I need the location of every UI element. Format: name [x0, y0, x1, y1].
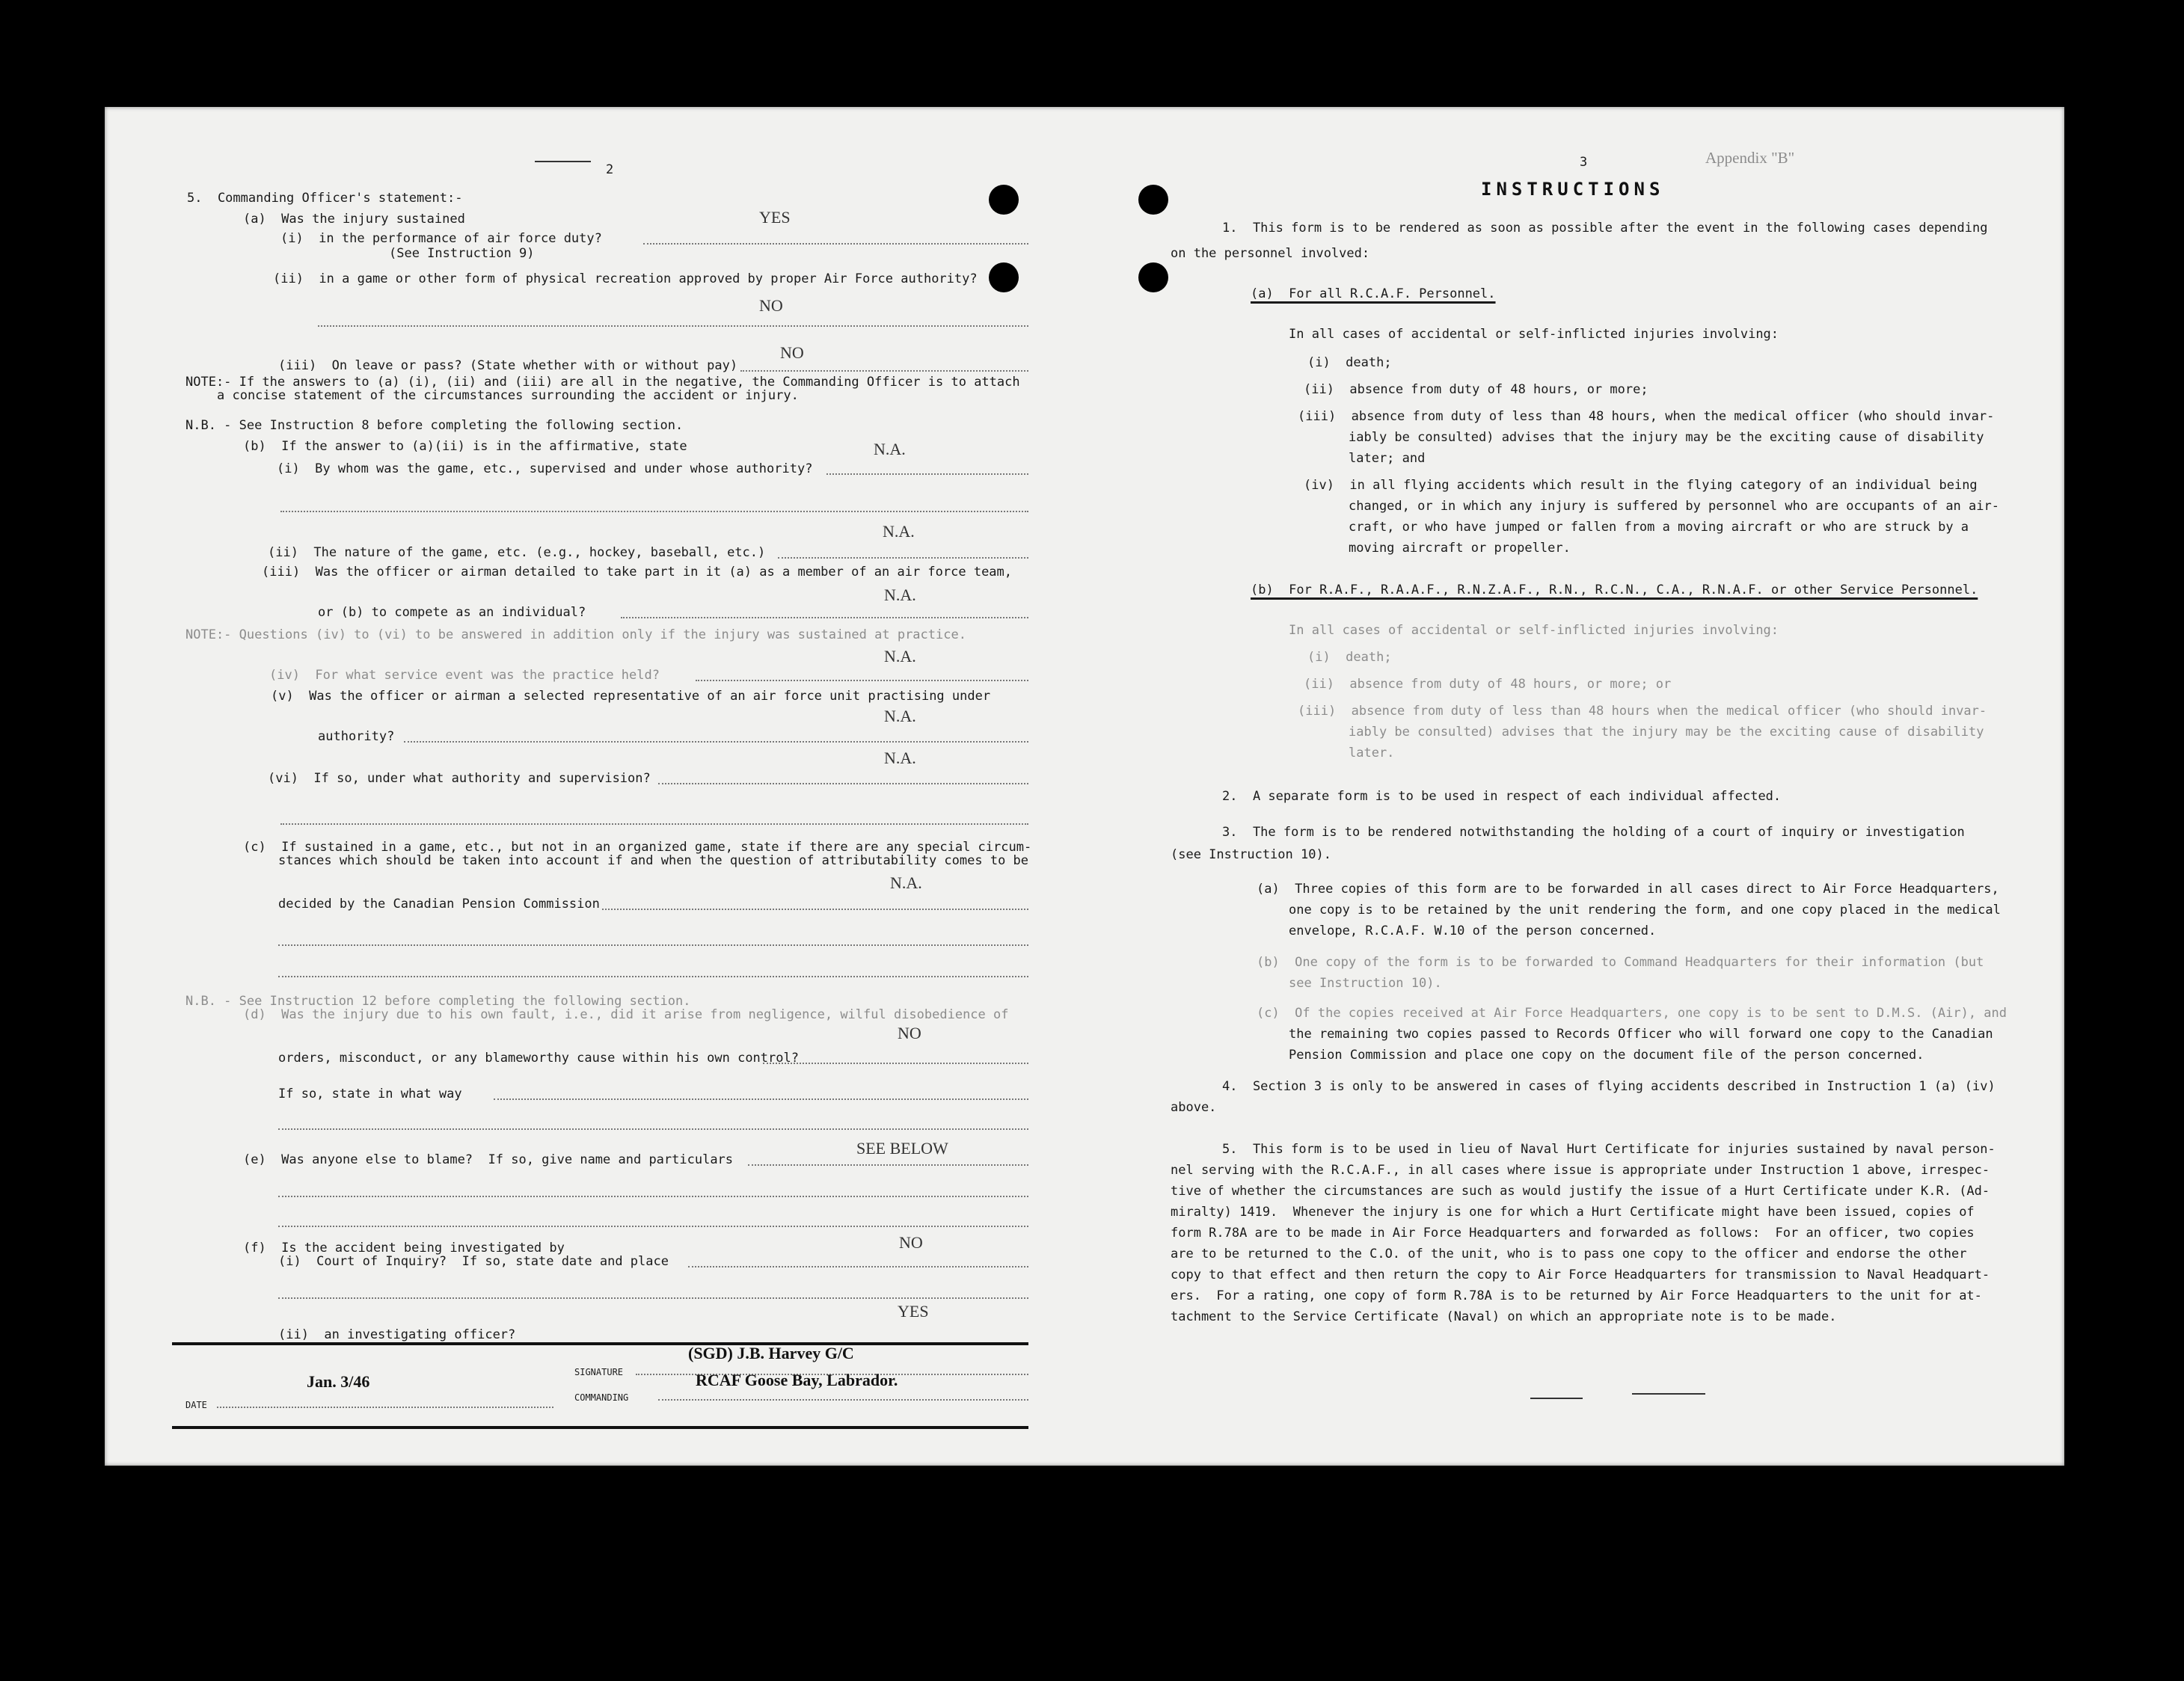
instruction-3a-line-3: envelope, R.C.A.F. W.10 of the person concerned. [1289, 924, 1657, 938]
top-mark [535, 161, 591, 162]
answer-e: SEE BELOW [856, 1139, 948, 1158]
answer-line [278, 976, 1028, 977]
document-sheet [105, 107, 2064, 1466]
answer-line [643, 243, 1028, 245]
appendix-label: Appendix "B" [1705, 149, 1795, 167]
instruction-1b-i: (i) death; [1307, 650, 1392, 665]
answer-line [278, 1297, 1028, 1299]
answer-f-1: NO [899, 1233, 923, 1252]
answer-b-2: N.A. [883, 522, 915, 541]
question-d-line-2: orders, misconduct, or any blameworthy cause within his own control? [278, 1051, 799, 1066]
answer-line [278, 944, 1028, 946]
instruction-1a-iv-1: (iv) in all flying accidents which result in the flying category of an individual being [1304, 478, 1978, 493]
answer-line [740, 370, 1028, 372]
signature-label: SIGNATURE [574, 1367, 624, 1377]
instruction-5-line-4: miralty) 1419. Whenever the injury is one for which a Hurt Certificate might have been issued, copies of [1171, 1205, 1975, 1220]
question-a-iii: (iii) On leave or pass? (State whether with or without pay) [278, 358, 738, 373]
instruction-5-line-7: copy to that effect and then return the copy to Air Force Headquarters for transmission to Naval Headquart- [1171, 1267, 1990, 1282]
note-1-line-1: NOTE:- If the answers to (a) (i), (ii) and (iii) are all in the negative, the Commanding Officer is to attach [185, 375, 1020, 390]
instruction-1a-iv-2: changed, or in which any injury is suffered by personnel who are occupants of an air- [1349, 499, 1999, 514]
instruction-1a-iv-4: moving aircraft or propeller. [1349, 541, 1571, 556]
question-a: (a) Was the injury sustained [243, 212, 465, 227]
question-b-v-cont: authority? [318, 729, 395, 744]
instruction-1a-iii-3: later; and [1349, 451, 1426, 466]
date-line [217, 1407, 553, 1408]
page-number-left: 2 [606, 162, 614, 177]
question-c-line-3: decided by the Canadian Pension Commission [278, 897, 600, 912]
answer-d: NO [898, 1024, 921, 1042]
section-5-heading: 5. Commanding Officer's statement:- [187, 191, 463, 206]
instruction-4-line-1: 4. Section 3 is only to be answered in cases of flying accidents described in Instruction 1 (a) (iv) [1222, 1079, 1996, 1094]
instruction-1a-intro: In all cases of accidental or self-inflicted injuries involving: [1289, 327, 1779, 342]
instruction-5-line-8: ers. For a rating, one copy of form R.78A is to be returned by Air Force Headquarters to the unit for at- [1171, 1288, 1982, 1303]
answer-line [748, 1164, 1028, 1166]
instruction-3a-line-1: (a) Three copies of this form are to be forwarded in all cases direct to Air Force Headquarters, [1257, 882, 1999, 897]
instruction-3-line-2: (see Instruction 10). [1171, 847, 1331, 862]
instruction-5-line-2: nel serving with the R.C.A.F., in all cases where issue is appropriate under Instruction 1 above, irrespec- [1171, 1163, 1990, 1178]
question-b: (b) If the answer to (a)(ii) is in the affirmative, state [243, 439, 687, 454]
punch-hole [989, 262, 1019, 292]
answer-b-3: N.A. [884, 586, 916, 604]
question-f-line-2: (i) Court of Inquiry? If so, state date and place [278, 1254, 669, 1269]
divider-top [172, 1342, 1028, 1345]
question-f-line-1: (f) Is the accident being investigated by [243, 1241, 565, 1256]
answer-b-5: N.A. [884, 707, 916, 725]
answer-line [621, 617, 1028, 618]
instruction-1b-iii-3: later. [1349, 746, 1395, 760]
answer-line [280, 823, 1028, 825]
bottom-mark [1530, 1398, 1583, 1399]
instruction-1a-iii-2: iably be consulted) advises that the injury may be the exciting cause of disability [1349, 430, 1984, 445]
instruction-3a-line-2: one copy is to be retained by the unit rendering the form, and one copy placed in the medical [1289, 903, 2001, 918]
instruction-1b-iii-2: iably be consulted) advises that the injury may be the exciting cause of disability [1349, 725, 1984, 740]
question-b-v: (v) Was the officer or airman a selected representative of an air force unit practising under [271, 689, 991, 704]
answer-line [278, 1226, 1028, 1227]
answer-line [278, 1128, 1028, 1130]
page-number-right: 3 [1580, 155, 1588, 170]
instruction-5-line-1: 5. This form is to be used in lieu of Naval Hurt Certificate for injuries sustained by naval person- [1222, 1142, 1996, 1157]
answer-b-6: N.A. [884, 749, 916, 767]
nb-2: N.B. - See Instruction 12 before completing the following section. [185, 994, 691, 1009]
instruction-1b-heading: (b) For R.A.F., R.A.A.F., R.N.Z.A.F., R.N., R.C.N., C.A., R.N.A.F. or other Service Personnel. [1251, 583, 1978, 597]
bottom-mark [1632, 1393, 1705, 1395]
instructions-title: INSTRUCTIONS [1481, 179, 1665, 200]
question-d-line-1: (d) Was the injury due to his own fault, i.e., did it arise from negligence, wilful disobedience of [243, 1007, 1009, 1022]
instruction-1b-ii: (ii) absence from duty of 48 hours, or more; or [1304, 677, 1672, 692]
instruction-1b-iii-1: (iii) absence from duty of less than 48 hours when the medical officer (who should invar- [1298, 704, 1987, 719]
instruction-1a-iii-1: (iii) absence from duty of less than 48 hours, when the medical officer (who should invar- [1298, 409, 1995, 424]
instruction-1-line-1: 1. This form is to be rendered as soon as possible after the event in the following cases depending [1222, 221, 1988, 236]
signature-value: (SGD) J.B. Harvey G/C [688, 1344, 854, 1362]
punch-hole [1138, 262, 1168, 292]
answer-c: N.A. [890, 873, 922, 892]
instruction-1-line-2: on the personnel involved: [1171, 246, 1370, 261]
instruction-1a-i: (i) death; [1307, 355, 1392, 370]
question-b-i: (i) By whom was the game, etc., supervised and under whose authority? [277, 461, 813, 476]
answer-a: YES [759, 208, 791, 227]
answer-line [280, 511, 1028, 512]
instruction-3c-line-1: (c) Of the copies received at Air Force Headquarters, one copy is to be sent to D.M.S. (Air), and [1257, 1006, 2007, 1021]
instruction-3-line-1: 3. The form is to be rendered notwithstanding the holding of a court of inquiry or investigation [1222, 825, 1965, 840]
instruction-5-line-5: form R.78A are to be made in Air Force Headquarters and forwarded as follows: For an officer, two copies [1171, 1226, 1975, 1241]
instruction-4-line-2: above. [1171, 1100, 1217, 1115]
instruction-3b-line-2: see Instruction 10). [1289, 976, 1442, 991]
commanding-value: RCAF Goose Bay, Labrador. [696, 1371, 898, 1389]
punch-hole [1138, 185, 1168, 215]
question-b-iii: (iii) Was the officer or airman detailed to take part in it (a) as a member of an air force team, [262, 565, 1013, 580]
date-label: DATE [185, 1400, 207, 1410]
note-2: NOTE:- Questions (iv) to (vi) to be answered in addition only if the injury was sustained at practice. [185, 627, 966, 642]
question-a-i-note: (See Instruction 9) [389, 246, 535, 261]
answer-a-iii: NO [780, 343, 804, 362]
instruction-1b-intro: In all cases of accidental or self-inflicted injuries involving: [1289, 623, 1779, 638]
answer-line [763, 1063, 1028, 1064]
question-f-line-3: (ii) an investigating officer? [278, 1327, 516, 1342]
question-a-i: (i) in the performance of air force duty? [280, 231, 602, 246]
instruction-1a-ii: (ii) absence from duty of 48 hours, or more; [1304, 382, 1648, 397]
instruction-2: 2. A separate form is to be used in respect of each individual affected. [1222, 789, 1782, 804]
answer-line [658, 783, 1028, 784]
instruction-5-line-9: tachment to the Service Certificate (Naval) on which an appropriate note is to be made. [1171, 1309, 1837, 1324]
answer-line [602, 909, 1028, 910]
divider-bottom [172, 1426, 1028, 1429]
instruction-5-line-3: tive of whether the circumstances are such as would justify the issue of a Hurt Certificate under K.R. (Ad- [1171, 1184, 1990, 1199]
question-c-line-2: stances which should be taken into account if and when the question of attributability comes to be [278, 853, 1029, 868]
answer-line [688, 1266, 1028, 1267]
question-b-vi: (vi) If so, under what authority and supervision? [268, 771, 651, 786]
answer-b-1: N.A. [874, 440, 906, 458]
answer-line [778, 557, 1028, 559]
instruction-3c-line-3: Pension Commission and place one copy on the document file of the person concerned. [1289, 1048, 1924, 1063]
question-c-line-1: (c) If sustained in a game, etc., but not in an organized game, state if there are any special circum- [243, 840, 1032, 855]
answer-line [696, 680, 1028, 681]
answer-line [278, 1196, 1028, 1197]
answer-line [404, 741, 1028, 743]
answer-b-4: N.A. [884, 647, 916, 666]
answer-f-2: YES [898, 1302, 929, 1321]
punch-hole [989, 185, 1019, 215]
answer-line [318, 325, 1028, 327]
question-a-ii: (ii) in a game or other form of physical recreation approved by proper Air Force authority? [273, 271, 978, 286]
nb-1: N.B. - See Instruction 8 before completing the following section. [185, 418, 684, 433]
question-b-iii-cont: or (b) to compete as an individual? [318, 605, 586, 620]
commanding-line [658, 1399, 1028, 1401]
commanding-label: COMMANDING [574, 1392, 629, 1403]
answer-line [826, 473, 1028, 475]
question-b-iv: (iv) For what service event was the practice held? [269, 668, 660, 683]
instruction-1a-heading: (a) For all R.C.A.F. Personnel. [1251, 286, 1496, 301]
instruction-1a-iv-3: craft, or who have jumped or fallen from a moving aircraft or who are struck by a [1349, 520, 1969, 535]
date-value: Jan. 3/46 [307, 1372, 370, 1391]
instruction-3c-line-2: the remaining two copies passed to Records Officer who will forward one copy to the Canadian [1289, 1027, 1993, 1042]
question-e: (e) Was anyone else to blame? If so, give name and particulars [243, 1152, 734, 1167]
answer-a-ii: NO [759, 296, 783, 315]
answer-line [494, 1098, 1028, 1100]
instruction-3b-line-1: (b) One copy of the form is to be forwarded to Command Headquarters for their information (but [1257, 955, 1984, 970]
note-1-line-2: a concise statement of the circumstances surrounding the accident or injury. [217, 388, 799, 403]
question-b-ii: (ii) The nature of the game, etc. (e.g., hockey, baseball, etc.) [268, 545, 766, 560]
instruction-5-line-6: are to be returned to the C.O. of the unit, who is to pass one copy to the officer and endorse the other [1171, 1247, 1967, 1261]
question-d-line-3: If so, state in what way [278, 1087, 462, 1101]
